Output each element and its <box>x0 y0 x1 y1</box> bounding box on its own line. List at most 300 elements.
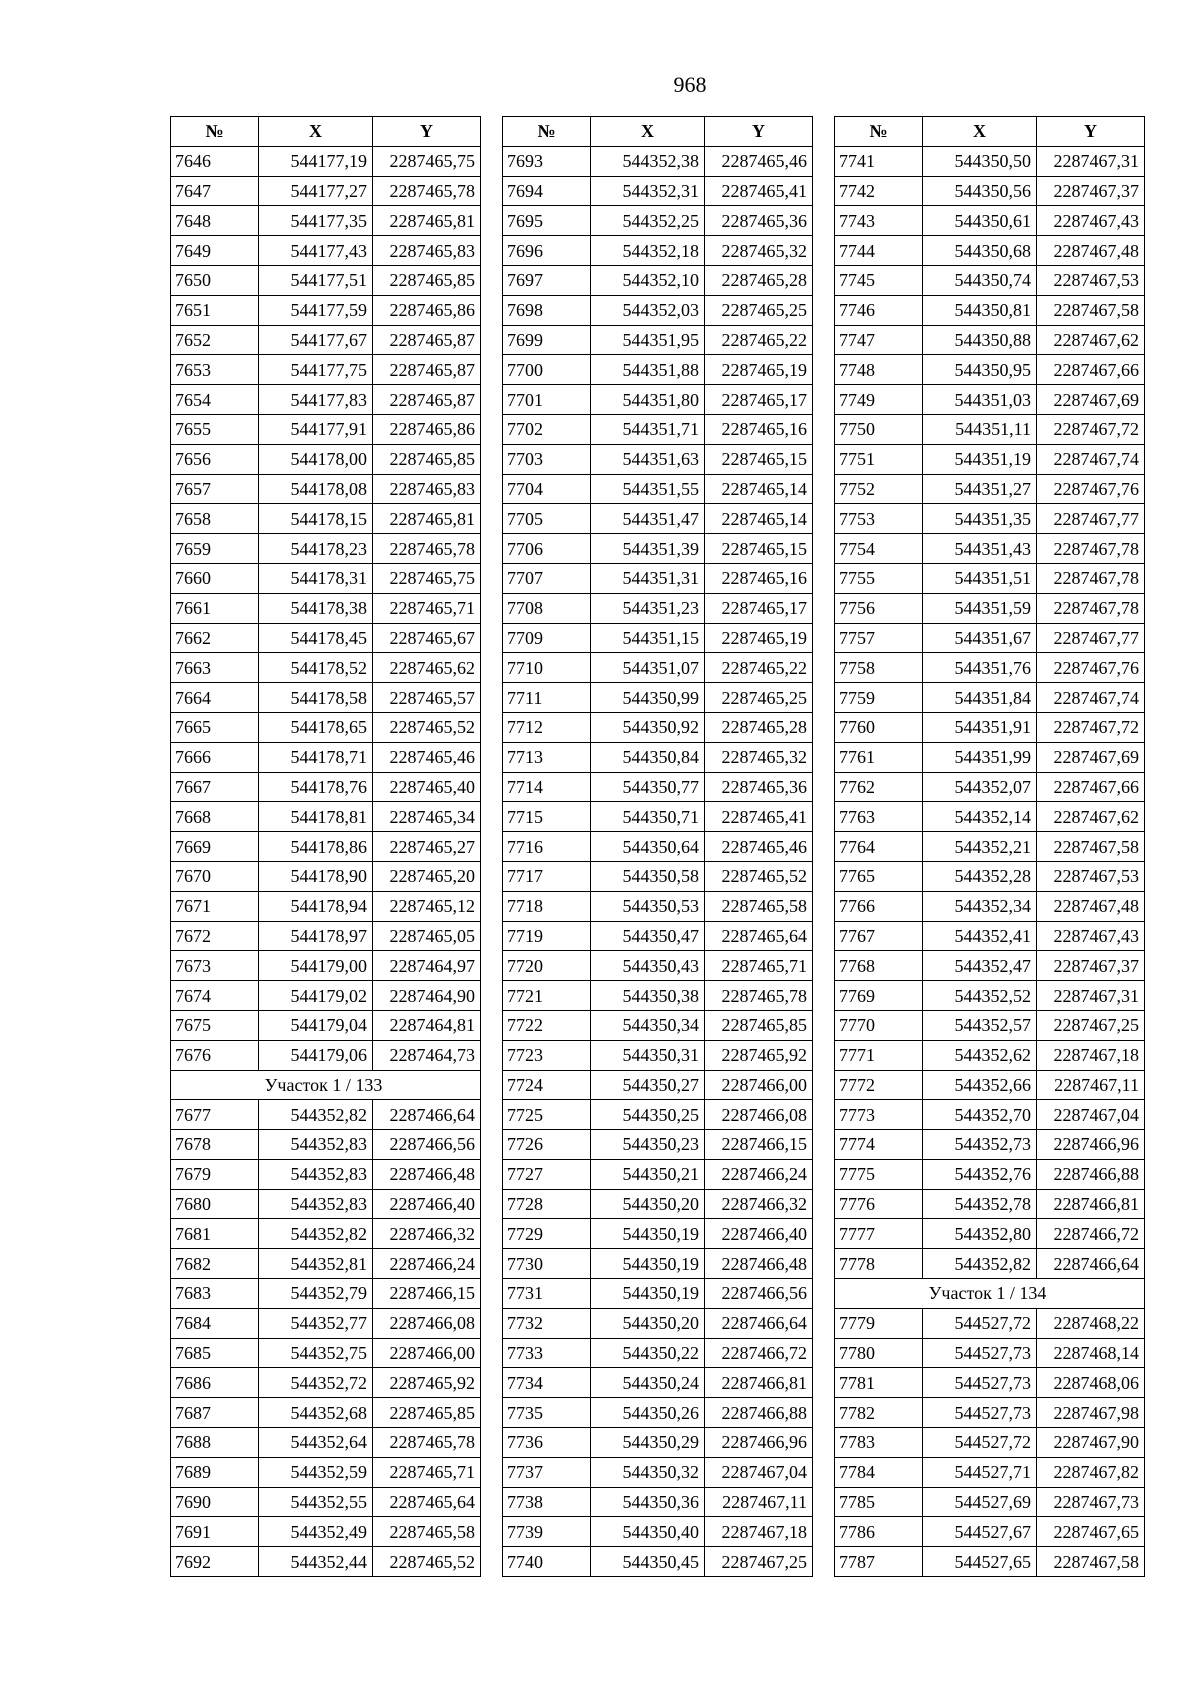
y-coordinate-cell: 2287466,64 <box>373 1100 481 1130</box>
table-row <box>171 534 481 564</box>
y-coordinate-cell: 2287465,19 <box>705 355 813 385</box>
x-coordinate-cell: 544352,73 <box>923 1130 1037 1160</box>
x-coordinate-cell: 544177,59 <box>259 295 373 325</box>
table-row <box>171 683 481 713</box>
table-row <box>835 1547 1145 1577</box>
point-number-cell: 7673 <box>171 951 259 981</box>
table-row <box>171 176 481 206</box>
y-coordinate-cell: 2287465,81 <box>373 504 481 534</box>
point-number-cell: 7780 <box>835 1338 923 1368</box>
y-coordinate-cell: 2287466,56 <box>705 1279 813 1309</box>
header-number: № <box>503 117 591 147</box>
y-coordinate-cell: 2287465,85 <box>373 265 481 295</box>
table-row <box>503 1428 813 1458</box>
x-coordinate-cell: 544351,47 <box>591 504 705 534</box>
table-row <box>835 1487 1145 1517</box>
table-row <box>503 444 813 474</box>
y-coordinate-cell: 2287466,15 <box>373 1279 481 1309</box>
table-row <box>835 832 1145 862</box>
y-coordinate-cell: 2287467,48 <box>1037 236 1145 266</box>
y-coordinate-cell: 2287465,78 <box>373 534 481 564</box>
table-row <box>503 1159 813 1189</box>
x-coordinate-cell: 544352,62 <box>923 1040 1037 1070</box>
x-coordinate-cell: 544350,20 <box>591 1308 705 1338</box>
point-number-cell: 7669 <box>171 832 259 862</box>
point-number-cell: 7665 <box>171 712 259 742</box>
point-number-cell: 7761 <box>835 742 923 772</box>
x-coordinate-cell: 544178,23 <box>259 534 373 564</box>
table-row <box>503 802 813 832</box>
table-row <box>171 504 481 534</box>
x-coordinate-cell: 544352,68 <box>259 1398 373 1428</box>
x-coordinate-cell: 544350,58 <box>591 861 705 891</box>
point-number-cell: 7685 <box>171 1338 259 1368</box>
point-number-cell: 7765 <box>835 861 923 891</box>
table-row <box>171 1279 481 1309</box>
point-number-cell: 7678 <box>171 1130 259 1160</box>
y-coordinate-cell: 2287465,22 <box>705 325 813 355</box>
table-row <box>503 742 813 772</box>
y-coordinate-cell: 2287467,58 <box>1037 832 1145 862</box>
section-row <box>171 1070 481 1100</box>
x-coordinate-cell: 544352,76 <box>923 1159 1037 1189</box>
point-number-cell: 7787 <box>835 1547 923 1577</box>
point-number-cell: 7733 <box>503 1338 591 1368</box>
table-header-row <box>503 117 813 147</box>
x-coordinate-cell: 544179,00 <box>259 951 373 981</box>
y-coordinate-cell: 2287467,77 <box>1037 504 1145 534</box>
y-coordinate-cell: 2287467,72 <box>1037 414 1145 444</box>
point-number-cell: 7714 <box>503 772 591 802</box>
y-coordinate-cell: 2287465,83 <box>373 474 481 504</box>
table-row <box>835 1100 1145 1130</box>
y-coordinate-cell: 2287467,37 <box>1037 951 1145 981</box>
x-coordinate-cell: 544177,19 <box>259 146 373 176</box>
table-row <box>835 1219 1145 1249</box>
table-row <box>171 1398 481 1428</box>
table-row <box>835 1517 1145 1547</box>
x-coordinate-cell: 544350,40 <box>591 1517 705 1547</box>
x-coordinate-cell: 544527,65 <box>923 1547 1037 1577</box>
point-number-cell: 7776 <box>835 1189 923 1219</box>
table-row <box>503 325 813 355</box>
table-row <box>503 772 813 802</box>
point-number-cell: 7741 <box>835 146 923 176</box>
x-coordinate-cell: 544178,94 <box>259 891 373 921</box>
x-coordinate-cell: 544350,81 <box>923 295 1037 325</box>
point-number-cell: 7653 <box>171 355 259 385</box>
table-row <box>835 236 1145 266</box>
x-coordinate-cell: 544350,19 <box>591 1249 705 1279</box>
point-number-cell: 7737 <box>503 1457 591 1487</box>
table-row <box>171 1517 481 1547</box>
y-coordinate-cell: 2287465,32 <box>705 236 813 266</box>
table-row <box>835 921 1145 951</box>
table-row <box>835 861 1145 891</box>
x-coordinate-cell: 544177,75 <box>259 355 373 385</box>
x-coordinate-cell: 544350,24 <box>591 1368 705 1398</box>
x-coordinate-cell: 544351,76 <box>923 653 1037 683</box>
table-row <box>835 891 1145 921</box>
x-coordinate-cell: 544352,07 <box>923 772 1037 802</box>
point-number-cell: 7649 <box>171 236 259 266</box>
point-number-cell: 7716 <box>503 832 591 862</box>
table-row <box>503 563 813 593</box>
table-row <box>171 1249 481 1279</box>
table-row <box>835 474 1145 504</box>
point-number-cell: 7782 <box>835 1398 923 1428</box>
point-number-cell: 7745 <box>835 265 923 295</box>
point-number-cell: 7713 <box>503 742 591 772</box>
point-number-cell: 7684 <box>171 1308 259 1338</box>
point-number-cell: 7667 <box>171 772 259 802</box>
table-row <box>171 1040 481 1070</box>
table-row <box>835 981 1145 1011</box>
x-coordinate-cell: 544350,74 <box>923 265 1037 295</box>
point-number-cell: 7729 <box>503 1219 591 1249</box>
point-number-cell: 7754 <box>835 534 923 564</box>
point-number-cell: 7722 <box>503 1010 591 1040</box>
y-coordinate-cell: 2287465,78 <box>373 1428 481 1458</box>
x-coordinate-cell: 544178,58 <box>259 683 373 713</box>
table-row <box>503 534 813 564</box>
y-coordinate-cell: 2287465,52 <box>705 861 813 891</box>
y-coordinate-cell: 2287467,77 <box>1037 623 1145 653</box>
x-coordinate-cell: 544177,35 <box>259 206 373 236</box>
y-coordinate-cell: 2287467,58 <box>1037 295 1145 325</box>
x-coordinate-cell: 544351,71 <box>591 414 705 444</box>
point-number-cell: 7747 <box>835 325 923 355</box>
x-coordinate-cell: 544527,69 <box>923 1487 1037 1517</box>
table-row <box>171 355 481 385</box>
y-coordinate-cell: 2287465,36 <box>705 206 813 236</box>
x-coordinate-cell: 544178,31 <box>259 563 373 593</box>
header-y: Y <box>1037 117 1145 147</box>
table-row <box>835 1040 1145 1070</box>
table-row <box>503 891 813 921</box>
point-number-cell: 7711 <box>503 683 591 713</box>
y-coordinate-cell: 2287465,67 <box>373 623 481 653</box>
y-coordinate-cell: 2287465,64 <box>373 1487 481 1517</box>
y-coordinate-cell: 2287467,78 <box>1037 534 1145 564</box>
table-row <box>503 1338 813 1368</box>
y-coordinate-cell: 2287465,85 <box>373 1398 481 1428</box>
y-coordinate-cell: 2287465,46 <box>373 742 481 772</box>
y-coordinate-cell: 2287465,40 <box>373 772 481 802</box>
point-number-cell: 7712 <box>503 712 591 742</box>
point-number-cell: 7726 <box>503 1130 591 1160</box>
x-coordinate-cell: 544178,76 <box>259 772 373 802</box>
point-number-cell: 7730 <box>503 1249 591 1279</box>
point-number-cell: 7655 <box>171 414 259 444</box>
y-coordinate-cell: 2287466,08 <box>373 1308 481 1338</box>
table-row <box>835 653 1145 683</box>
point-number-cell: 7769 <box>835 981 923 1011</box>
y-coordinate-cell: 2287465,75 <box>373 146 481 176</box>
y-coordinate-cell: 2287466,08 <box>705 1100 813 1130</box>
x-coordinate-cell: 544352,31 <box>591 176 705 206</box>
point-number-cell: 7661 <box>171 593 259 623</box>
point-number-cell: 7647 <box>171 176 259 206</box>
point-number-cell: 7688 <box>171 1428 259 1458</box>
x-coordinate-cell: 544350,77 <box>591 772 705 802</box>
table-row <box>503 921 813 951</box>
y-coordinate-cell: 2287465,19 <box>705 623 813 653</box>
x-coordinate-cell: 544350,36 <box>591 1487 705 1517</box>
y-coordinate-cell: 2287465,83 <box>373 236 481 266</box>
x-coordinate-cell: 544350,84 <box>591 742 705 772</box>
x-coordinate-cell: 544177,91 <box>259 414 373 444</box>
x-coordinate-cell: 544351,07 <box>591 653 705 683</box>
table-row <box>835 1130 1145 1160</box>
table-row <box>171 712 481 742</box>
y-coordinate-cell: 2287467,69 <box>1037 742 1145 772</box>
y-coordinate-cell: 2287467,74 <box>1037 683 1145 713</box>
point-number-cell: 7668 <box>171 802 259 832</box>
point-number-cell: 7705 <box>503 504 591 534</box>
point-number-cell: 7660 <box>171 563 259 593</box>
y-coordinate-cell: 2287465,22 <box>705 653 813 683</box>
point-number-cell: 7670 <box>171 861 259 891</box>
point-number-cell: 7679 <box>171 1159 259 1189</box>
y-coordinate-cell: 2287465,15 <box>705 534 813 564</box>
x-coordinate-cell: 544350,99 <box>591 683 705 713</box>
table-row <box>503 146 813 176</box>
y-coordinate-cell: 2287467,62 <box>1037 325 1145 355</box>
table-row <box>835 265 1145 295</box>
point-number-cell: 7725 <box>503 1100 591 1130</box>
x-coordinate-cell: 544351,88 <box>591 355 705 385</box>
table-row <box>835 1368 1145 1398</box>
x-coordinate-cell: 544351,55 <box>591 474 705 504</box>
point-number-cell: 7753 <box>835 504 923 534</box>
section-label: Участок 1 / 133 <box>171 1070 481 1100</box>
point-number-cell: 7662 <box>171 623 259 653</box>
y-coordinate-cell: 2287465,14 <box>705 504 813 534</box>
table-row <box>171 295 481 325</box>
header-x: X <box>923 117 1037 147</box>
y-coordinate-cell: 2287465,86 <box>373 295 481 325</box>
y-coordinate-cell: 2287467,04 <box>1037 1100 1145 1130</box>
table-row <box>503 1547 813 1577</box>
coordinates-table-1 <box>170 116 481 1577</box>
x-coordinate-cell: 544178,71 <box>259 742 373 772</box>
point-number-cell: 7699 <box>503 325 591 355</box>
y-coordinate-cell: 2287467,31 <box>1037 981 1145 1011</box>
table-row <box>503 832 813 862</box>
table-row <box>171 563 481 593</box>
y-coordinate-cell: 2287465,20 <box>373 861 481 891</box>
header-number: № <box>171 117 259 147</box>
x-coordinate-cell: 544177,43 <box>259 236 373 266</box>
y-coordinate-cell: 2287467,65 <box>1037 1517 1145 1547</box>
table-row <box>835 504 1145 534</box>
x-coordinate-cell: 544178,97 <box>259 921 373 951</box>
table-row <box>171 802 481 832</box>
y-coordinate-cell: 2287466,00 <box>373 1338 481 1368</box>
table-row <box>171 951 481 981</box>
x-coordinate-cell: 544352,77 <box>259 1308 373 1338</box>
y-coordinate-cell: 2287465,05 <box>373 921 481 951</box>
y-coordinate-cell: 2287466,48 <box>705 1249 813 1279</box>
x-coordinate-cell: 544350,68 <box>923 236 1037 266</box>
x-coordinate-cell: 544527,73 <box>923 1338 1037 1368</box>
x-coordinate-cell: 544350,71 <box>591 802 705 832</box>
point-number-cell: 7750 <box>835 414 923 444</box>
table-row <box>503 385 813 415</box>
x-coordinate-cell: 544352,70 <box>923 1100 1037 1130</box>
y-coordinate-cell: 2287465,34 <box>373 802 481 832</box>
table-row <box>835 1428 1145 1458</box>
y-coordinate-cell: 2287467,43 <box>1037 206 1145 236</box>
point-number-cell: 7654 <box>171 385 259 415</box>
x-coordinate-cell: 544350,61 <box>923 206 1037 236</box>
point-number-cell: 7674 <box>171 981 259 1011</box>
y-coordinate-cell: 2287467,53 <box>1037 861 1145 891</box>
x-coordinate-cell: 544350,26 <box>591 1398 705 1428</box>
table-row <box>503 712 813 742</box>
y-coordinate-cell: 2287465,46 <box>705 146 813 176</box>
table-row <box>835 1189 1145 1219</box>
y-coordinate-cell: 2287465,16 <box>705 563 813 593</box>
x-coordinate-cell: 544350,38 <box>591 981 705 1011</box>
x-coordinate-cell: 544351,51 <box>923 563 1037 593</box>
table-row <box>171 1159 481 1189</box>
table-row <box>171 1338 481 1368</box>
y-coordinate-cell: 2287467,37 <box>1037 176 1145 206</box>
x-coordinate-cell: 544352,78 <box>923 1189 1037 1219</box>
point-number-cell: 7734 <box>503 1368 591 1398</box>
table-row <box>503 623 813 653</box>
x-coordinate-cell: 544351,03 <box>923 385 1037 415</box>
y-coordinate-cell: 2287467,11 <box>705 1487 813 1517</box>
y-coordinate-cell: 2287467,76 <box>1037 653 1145 683</box>
x-coordinate-cell: 544352,49 <box>259 1517 373 1547</box>
point-number-cell: 7695 <box>503 206 591 236</box>
x-coordinate-cell: 544352,10 <box>591 265 705 295</box>
y-coordinate-cell: 2287465,92 <box>373 1368 481 1398</box>
y-coordinate-cell: 2287465,12 <box>373 891 481 921</box>
coordinates-table-2 <box>502 116 813 1577</box>
x-coordinate-cell: 544352,25 <box>591 206 705 236</box>
point-number-cell: 7701 <box>503 385 591 415</box>
y-coordinate-cell: 2287467,18 <box>705 1517 813 1547</box>
x-coordinate-cell: 544177,83 <box>259 385 373 415</box>
y-coordinate-cell: 2287466,72 <box>705 1338 813 1368</box>
x-coordinate-cell: 544351,99 <box>923 742 1037 772</box>
x-coordinate-cell: 544352,75 <box>259 1338 373 1368</box>
y-coordinate-cell: 2287465,14 <box>705 474 813 504</box>
point-number-cell: 7742 <box>835 176 923 206</box>
x-coordinate-cell: 544351,84 <box>923 683 1037 713</box>
point-number-cell: 7708 <box>503 593 591 623</box>
point-number-cell: 7748 <box>835 355 923 385</box>
point-number-cell: 7656 <box>171 444 259 474</box>
table-row <box>835 712 1145 742</box>
table-row <box>835 295 1145 325</box>
y-coordinate-cell: 2287467,43 <box>1037 921 1145 951</box>
table-row <box>171 742 481 772</box>
point-number-cell: 7759 <box>835 683 923 713</box>
header-y: Y <box>705 117 813 147</box>
y-coordinate-cell: 2287467,53 <box>1037 265 1145 295</box>
point-number-cell: 7657 <box>171 474 259 504</box>
x-coordinate-cell: 544352,38 <box>591 146 705 176</box>
table-row <box>835 772 1145 802</box>
y-coordinate-cell: 2287467,82 <box>1037 1457 1145 1487</box>
table-row <box>835 176 1145 206</box>
point-number-cell: 7752 <box>835 474 923 504</box>
point-number-cell: 7689 <box>171 1457 259 1487</box>
point-number-cell: 7666 <box>171 742 259 772</box>
point-number-cell: 7696 <box>503 236 591 266</box>
table-row <box>835 414 1145 444</box>
table-row <box>835 325 1145 355</box>
y-coordinate-cell: 2287465,41 <box>705 802 813 832</box>
x-coordinate-cell: 544352,18 <box>591 236 705 266</box>
x-coordinate-cell: 544350,32 <box>591 1457 705 1487</box>
y-coordinate-cell: 2287464,90 <box>373 981 481 1011</box>
point-number-cell: 7770 <box>835 1010 923 1040</box>
y-coordinate-cell: 2287466,64 <box>705 1308 813 1338</box>
table-row <box>171 1428 481 1458</box>
header-number: № <box>835 117 923 147</box>
point-number-cell: 7700 <box>503 355 591 385</box>
point-number-cell: 7702 <box>503 414 591 444</box>
point-number-cell: 7746 <box>835 295 923 325</box>
x-coordinate-cell: 544351,59 <box>923 593 1037 623</box>
table-row <box>503 1457 813 1487</box>
point-number-cell: 7707 <box>503 563 591 593</box>
y-coordinate-cell: 2287467,04 <box>705 1457 813 1487</box>
table-row <box>171 772 481 802</box>
table-row <box>171 1100 481 1130</box>
table-row <box>503 295 813 325</box>
x-coordinate-cell: 544351,67 <box>923 623 1037 653</box>
table-header-row <box>835 117 1145 147</box>
point-number-cell: 7778 <box>835 1249 923 1279</box>
point-number-cell: 7682 <box>171 1249 259 1279</box>
point-number-cell: 7740 <box>503 1547 591 1577</box>
x-coordinate-cell: 544351,91 <box>923 712 1037 742</box>
y-coordinate-cell: 2287467,76 <box>1037 474 1145 504</box>
table-row <box>503 981 813 1011</box>
x-coordinate-cell: 544178,15 <box>259 504 373 534</box>
point-number-cell: 7764 <box>835 832 923 862</box>
header-x: X <box>591 117 705 147</box>
x-coordinate-cell: 544352,64 <box>259 1428 373 1458</box>
x-coordinate-cell: 544351,19 <box>923 444 1037 474</box>
table-row <box>503 265 813 295</box>
point-number-cell: 7767 <box>835 921 923 951</box>
y-coordinate-cell: 2287468,22 <box>1037 1308 1145 1338</box>
y-coordinate-cell: 2287465,16 <box>705 414 813 444</box>
y-coordinate-cell: 2287468,06 <box>1037 1368 1145 1398</box>
y-coordinate-cell: 2287466,56 <box>373 1130 481 1160</box>
table-row <box>835 623 1145 653</box>
x-coordinate-cell: 544352,72 <box>259 1368 373 1398</box>
table-row <box>171 385 481 415</box>
table-row <box>171 1457 481 1487</box>
table-row <box>503 1308 813 1338</box>
table-row <box>503 355 813 385</box>
table-row <box>503 1130 813 1160</box>
table-row <box>835 444 1145 474</box>
point-number-cell: 7650 <box>171 265 259 295</box>
table-row <box>503 861 813 891</box>
point-number-cell: 7703 <box>503 444 591 474</box>
x-coordinate-cell: 544352,03 <box>591 295 705 325</box>
